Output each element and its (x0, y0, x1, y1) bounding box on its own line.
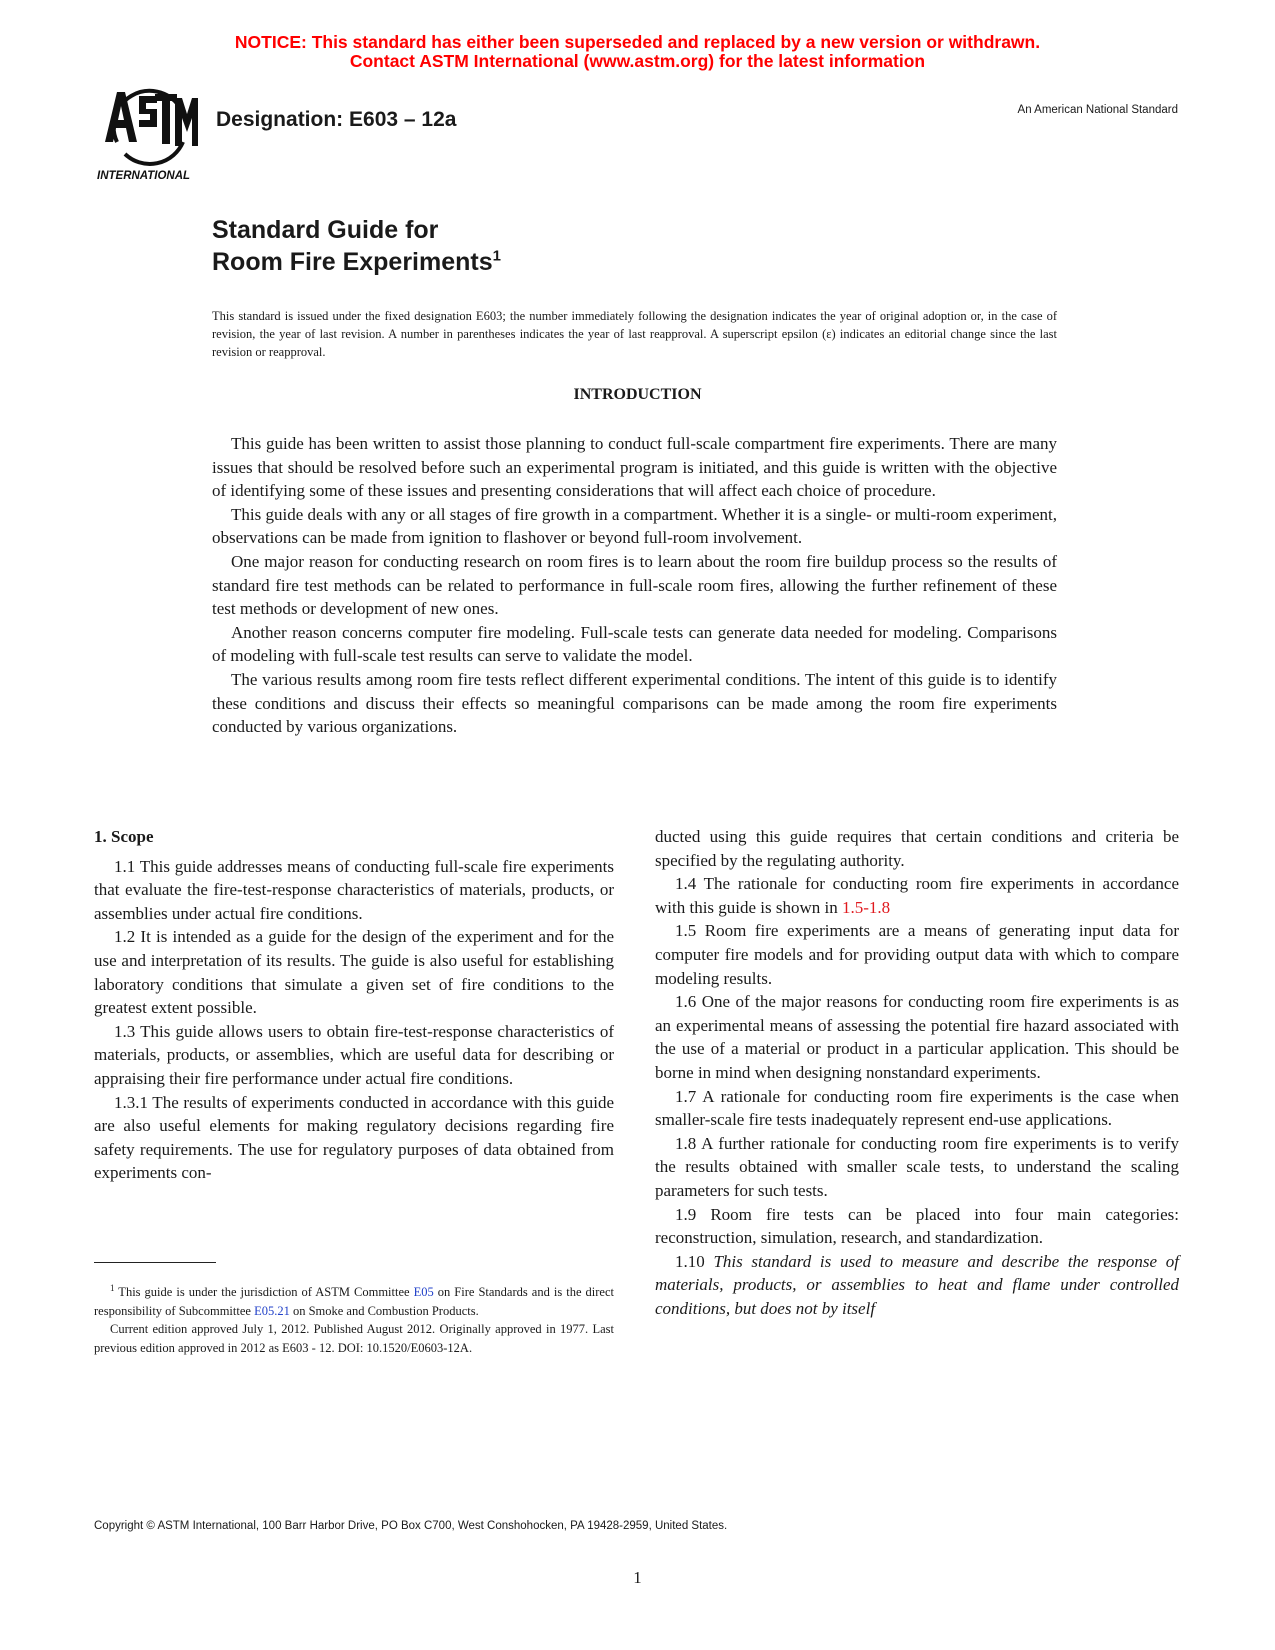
intro-paragraph: One major reason for conducting research on room fires is to learn about the room fire buildup process so the results of standard fire test methods can be related to performance in full-scale room fires, allowing the further refinement of these test methods or development of new ones. (212, 551, 1057, 619)
document-title (212, 214, 501, 278)
notice-line-1: NOTICE: This standard has either been superseded and replaced by a new version or withdrawn. (234, 32, 1041, 52)
page-number: 1 (633, 1568, 642, 1587)
right-column (655, 825, 1179, 1320)
intro-paragraph: This guide deals with any or all stages of fire growth in a compartment. Whether it is a single- or multi-room experiment, observations can be made from ignition to flashover or beyond full-room involvement. (212, 504, 1057, 548)
section-1-10-number: 1.10 (675, 1251, 714, 1271)
footnote-text: This guide is under the jurisdiction of ASTM Committee (114, 1285, 414, 1300)
section-1-3: 1.3 This guide allows users to obtain fire-test-response characteristics of materials, products, or assemblies, which are useful data for describing or appraising their fire performance under actual fire conditions. (94, 1021, 614, 1088)
footnote-edition: Current edition approved July 1, 2012. Published August 2012. Originally approved in 1977. Last previous edition approved in 2012 as E603 - 12. DOI: 10.1520/E0603-12A. (94, 1322, 614, 1355)
copyright-line: Copyright © ASTM International, 100 Barr Harbor Drive, PO Box C700, West Conshohocken, PA 19428-2959, United States. (94, 1520, 728, 1532)
american-national-standard-label: An American National Standard (1017, 104, 1178, 116)
section-1-5: 1.5 Room fire experiments are a means of generating input data for computer fire models and for providing output data with which to compare modeling results. (655, 921, 1179, 988)
section-1-10-text: This standard is used to measure and describe the response of materials, products, or assemblies to heat and flame under controlled conditions, but does not by itself (655, 1251, 1179, 1318)
title-footnote-mark: 1 (492, 247, 501, 265)
section-1-5-1-8-link[interactable]: 1.5-1.8 (842, 897, 891, 917)
intro-paragraph: The various results among room fire tests reflect different experimental conditions. The intent of this guide is to identify these conditions and discuss their effects so meaningful comparisons can be made among the room fire experiments conducted by various organizations. (212, 669, 1057, 737)
section-1-10 (655, 1250, 1179, 1321)
withdrawal-notice (0, 33, 1275, 71)
subcommittee-e05-21-link[interactable]: E05.21 (254, 1303, 290, 1318)
section-1-2: 1.2 It is intended as a guide for the design of the experiment and for the use and interpretation of its results. The guide is also useful for establishing laboratory conditions that simulate a given set of fire conditions to the greatest extent possible. (94, 927, 614, 1018)
intro-paragraph: This guide has been written to assist those planning to conduct full-scale compartment fire experiments. There are many issues that should be resolved before such an experimental program is initiated, and this guide is written with the objective of identifying some of these issues and presenting considerations that will affect each choice of procedure. (212, 434, 1057, 501)
introduction-body (212, 432, 1057, 739)
section-1-9: 1.9 Room fire tests can be placed into four main categories: reconstruction, simulation, research, and standardization. (655, 1204, 1179, 1248)
footnote-jurisdiction (94, 1279, 614, 1320)
title-line-2-text: Room Fire Experiments (212, 248, 493, 276)
section-1-3-1: 1.3.1 The results of experiments conducted in accordance with this guide are also useful elements for making regulatory decisions regarding fire safety requirements. The use for regulatory purposes of data obtained from experiments con- (94, 1092, 614, 1183)
section-1-1: 1.1 This guide addresses means of conducting full-scale fire experiments that evaluate the fire-test-response characteristics of materials, products, or assemblies under actual fire conditions. (94, 856, 614, 923)
scope-heading: 1. Scope (94, 827, 154, 846)
issuance-preamble: This standard is issued under the fixed designation E603; the number immediately following the designation indicates the year of original adoption or, in the case of revision, the year of last revision. A number in parentheses indicates the year of last reapproval. A superscript epsilon (ε) indicates an editorial change since the last revision or reapproval. (212, 309, 1057, 359)
notice-line-2: Contact ASTM International (www.astm.org) for the latest information (349, 51, 926, 71)
section-1-8: 1.8 A further rationale for conducting room fire experiments is to verify the results obtained with smaller scale tests, to understand the scaling parameters for such tests. (655, 1133, 1179, 1200)
intro-paragraph: Another reason concerns computer fire modeling. Full-scale tests can generate data needed for modeling. Comparisons of modeling with full-scale test results can serve to validate the model. (212, 622, 1057, 666)
section-1-3-1-continued: ducted using this guide requires that certain conditions and criteria be specified by the regulating authority. (655, 827, 1179, 870)
section-1-4-text: 1.4 The rationale for conducting room fire experiments in accordance with this guide is shown in (655, 874, 1179, 917)
designation: Designation: E603 – 12a (216, 108, 457, 131)
logo-wordmark: INTERNATIONAL (97, 170, 191, 182)
section-1-4 (655, 872, 1179, 919)
left-column (94, 825, 614, 1185)
committee-e05-link[interactable]: E05 (413, 1285, 434, 1300)
section-1-7: 1.7 A rationale for conducting room fire experiments is the case when smaller-scale fire tests inadequately represent end-use applications. (655, 1086, 1179, 1130)
title-line-1: Standard Guide for (212, 216, 439, 244)
footnote-text: on Smoke and Combustion Products. (289, 1303, 479, 1318)
introduction-heading: INTRODUCTION (573, 386, 702, 403)
footnote-text: on Fire Standards and is the direct responsibility of Subcommittee (94, 1285, 614, 1318)
footnote-mark: 1 (110, 1283, 115, 1293)
title-line-2 (212, 246, 501, 278)
section-1-6: 1.6 One of the major reasons for conducting room fire experiments is as an experimental means of assessing the potential fire hazard associated with the use of a material or product in a particular application. This should be borne in mind when designing nonstandard experiments. (655, 992, 1179, 1082)
astm-logo (95, 84, 199, 182)
footnote-divider (94, 1262, 216, 1263)
footnote (94, 1279, 614, 1357)
